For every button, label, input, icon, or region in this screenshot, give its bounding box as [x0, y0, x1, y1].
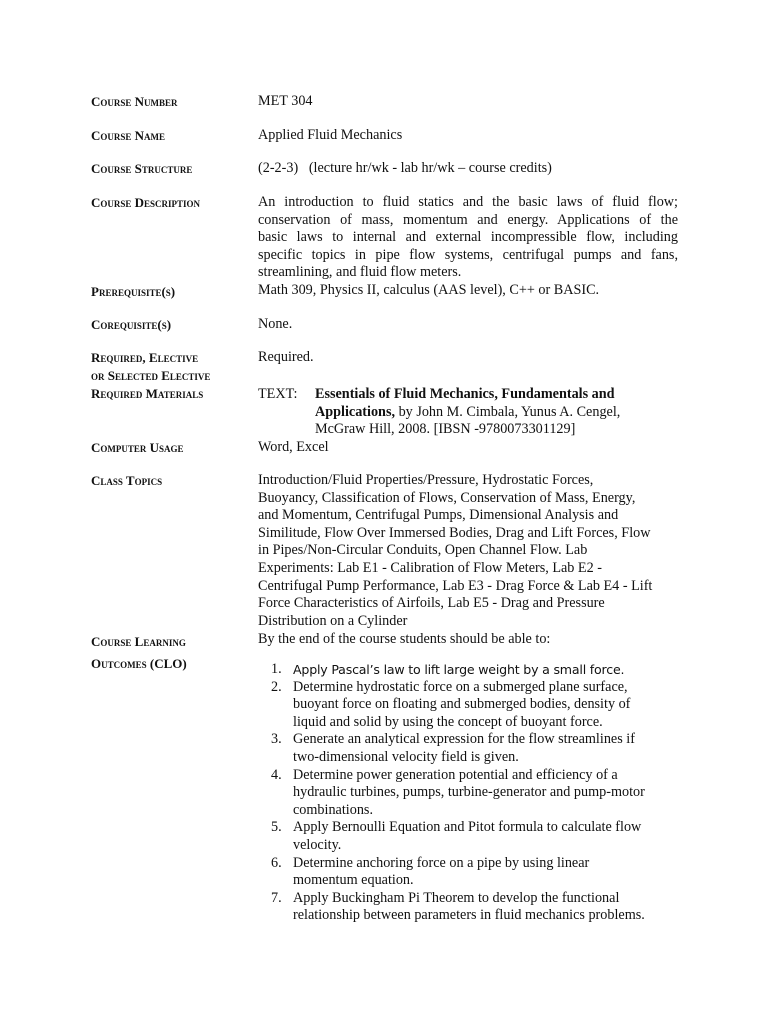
- description-line: basic laws to internal and external incompressible flow, including: [258, 229, 678, 246]
- textbook-title-line1: Essentials of Fluid Mechanics, Fundamentals and: [315, 386, 615, 402]
- outcome-item: [258, 855, 698, 890]
- outcome-line: liquid and solid by using the concept of buoyant force.: [293, 713, 603, 730]
- outcome-line: Apply Pascal’s law to lift large weight by a small force.: [293, 662, 625, 677]
- corequisites-value: None.: [258, 316, 293, 332]
- topics-line: Centrifugal Pump Performance, Lab E3 - Drag Force & Lab E4 - Lift: [258, 577, 653, 594]
- prerequisites-value: Math 309, Physics II, calculus (AAS level), C++ or BASIC.: [258, 282, 600, 298]
- outcome-item: [258, 679, 698, 732]
- outcome-line: velocity.: [293, 836, 342, 853]
- outcome-number: 7.: [271, 889, 282, 906]
- textbook-citation: [315, 386, 620, 439]
- outcome-number: 5.: [271, 819, 282, 836]
- outcome-line: Generate an analytical expression for the flow streamlines if: [293, 731, 635, 748]
- outcome-line: buoyant force on floating and submerged bodies, density of: [293, 696, 631, 713]
- class-topics-text: [258, 472, 652, 630]
- textbook-authors: by John M. Cimbala, Yunus A. Cengel,: [395, 403, 621, 420]
- learning-outcomes-list: [258, 661, 698, 925]
- outcome-number: 4.: [271, 766, 282, 783]
- outcome-line: Apply Bernoulli Equation and Pitot formula to calculate flow: [293, 819, 642, 836]
- learning-outcomes-intro: By the end of the course students should be able to:: [258, 631, 551, 647]
- topics-line: Similitude, Flow Over Immersed Bodies, Drag and Lift Forces, Flow: [258, 524, 651, 541]
- topics-line: Buoyancy, Classification of Flows, Conservation of Mass, Energy,: [258, 489, 636, 506]
- outcome-number: 2.: [271, 678, 282, 695]
- outcome-item: [258, 661, 698, 679]
- outcome-item: [258, 731, 698, 766]
- topics-line: in Pipes/Non-Circular Conduits, Open Channel Flow. Lab: [258, 542, 588, 559]
- prerequisites-label: Prerequisite(s): [91, 284, 176, 299]
- course-name-label: Course Name: [91, 128, 166, 143]
- textbook-title-line2: Applications,: [315, 403, 396, 420]
- outcome-line: momentum equation.: [293, 872, 414, 889]
- textbook-publisher: McGraw Hill, 2008. [IBSN -9780073301129]: [315, 421, 576, 438]
- outcome-number: 1.: [271, 661, 282, 677]
- topics-line: Distribution on a Cylinder: [258, 612, 408, 629]
- text-prefix: TEXT:: [258, 386, 298, 402]
- outcome-line: two-dimensional velocity field is given.: [293, 748, 519, 765]
- description-line: conservation of mass, momentum and energy. Applications of the: [258, 211, 678, 228]
- topics-line: and Momentum, Centrifugal Pumps, Dimensional Analysis and: [258, 507, 619, 524]
- outcome-line: relationship between parameters in fluid mechanics problems.: [293, 907, 645, 924]
- outcome-item: [258, 819, 698, 854]
- outcome-number: 6.: [271, 854, 282, 871]
- required-elective-label-line2: or Selected Elective: [91, 368, 211, 383]
- learning-outcomes-label-line2: Outcomes (CLO): [91, 656, 187, 671]
- outcome-line: Determine power generation potential and efficiency of a: [293, 766, 618, 783]
- course-structure-value: (2-2-3) (lecture hr/wk - lab hr/wk – course credits): [258, 160, 552, 176]
- computer-usage-label: Computer Usage: [91, 440, 184, 455]
- outcome-line: Determine hydrostatic force on a submerged plane surface,: [293, 678, 628, 695]
- course-number-label: Course Number: [91, 94, 178, 109]
- computer-usage-value: Word, Excel: [258, 439, 329, 455]
- learning-outcomes-label-line1: Course Learning: [91, 634, 186, 649]
- outcome-line: combinations.: [293, 801, 373, 818]
- outcome-item: [258, 767, 698, 820]
- required-elective-value: Required.: [258, 349, 314, 365]
- corequisites-label: Corequisite(s): [91, 317, 172, 332]
- outcome-line: Determine anchoring force on a pipe by using linear: [293, 854, 590, 871]
- outcome-line: Apply Buckingham Pi Theorem to develop the functional: [293, 889, 620, 906]
- outcome-item: [258, 890, 698, 925]
- required-elective-label-line1: Required, Elective: [91, 350, 199, 365]
- topics-line: Force Characteristics of Airfoils, Lab E5 - Drag and Pressure: [258, 595, 605, 612]
- topics-line: Introduction/Fluid Properties/Pressure, Hydrostatic Forces,: [258, 472, 594, 488]
- outcome-line: hydraulic turbines, pumps, turbine-generator and pump-motor: [293, 784, 645, 801]
- course-name-value: Applied Fluid Mechanics: [258, 127, 403, 143]
- description-line: streamlining, and fluid flow meters.: [258, 264, 462, 281]
- description-line: An introduction to fluid statics and the basic laws of fluid flow;: [258, 194, 678, 210]
- topics-line: Experiments: Lab E1 - Calibration of Flow Meters, Lab E2 -: [258, 559, 602, 576]
- outcome-number: 3.: [271, 731, 282, 748]
- required-materials-label: Required Materials: [91, 386, 204, 401]
- course-structure-label: Course Structure: [91, 161, 193, 176]
- course-description-text: [258, 194, 678, 282]
- class-topics-label: Class Topics: [91, 473, 163, 488]
- course-number-value: MET 304: [258, 93, 313, 109]
- description-line: specific topics in pipe flow systems, centrifugal pumps and fans,: [258, 246, 678, 263]
- course-description-label: Course Description: [91, 195, 201, 210]
